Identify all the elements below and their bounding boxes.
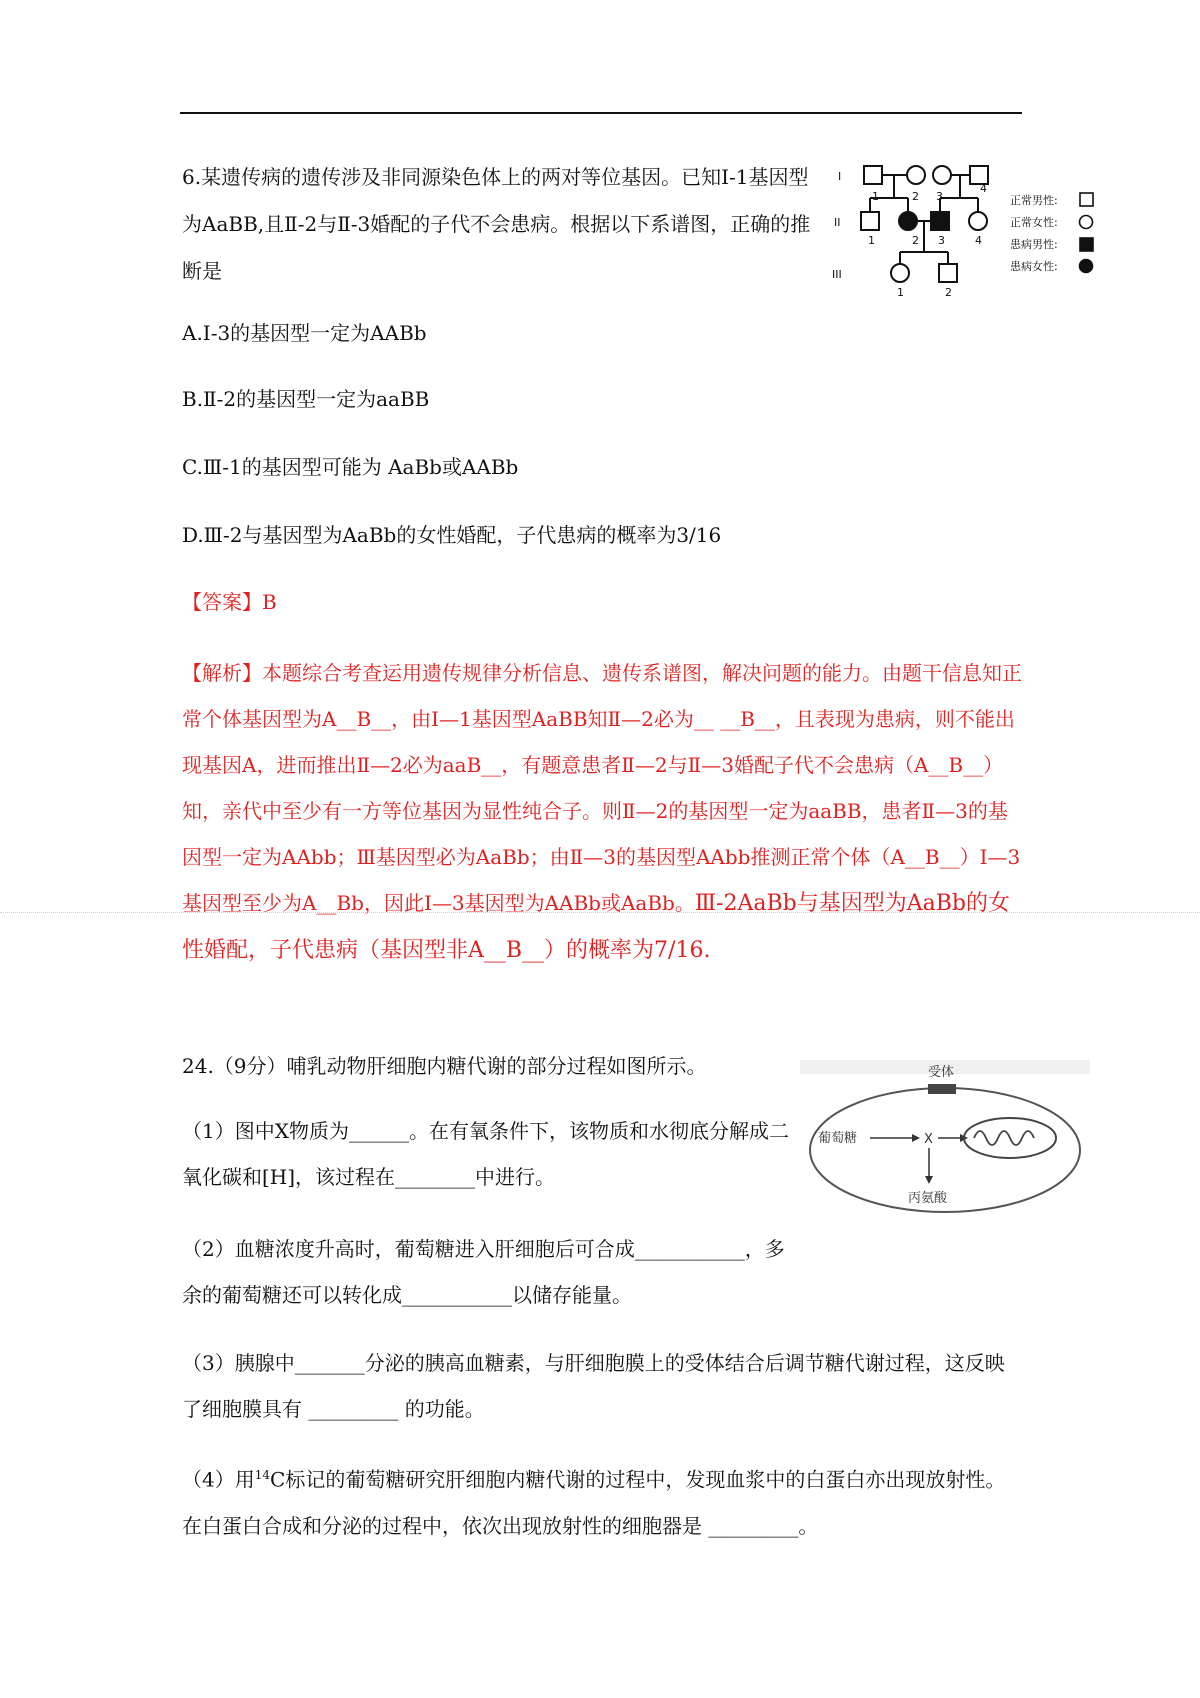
liver-cell-diagram bbox=[800, 1050, 1090, 1220]
svg-text:1: 1 bbox=[897, 286, 904, 299]
option-d: D.Ⅲ-2与基因型为AaBb的女性婚配，子代患病的概率为3/16 bbox=[182, 523, 722, 547]
gen-label-II: II bbox=[834, 216, 841, 229]
legend-affected-female: 患病女性: bbox=[1010, 260, 1058, 273]
gen-label-III: III bbox=[832, 268, 842, 281]
pedigree-III-2 bbox=[939, 264, 957, 282]
q24-part-4: （4）用$^{14}$C标记的葡萄糖研究肝细胞内糖代谢的过程中，发现血浆中的白蛋白亦出现放射性。在白蛋白合成和分泌的过程中，依次出现放射性的细胞器是 _________。 bbox=[182, 1467, 1006, 1538]
option-a: A.Ⅰ-3的基因型一定为AABb bbox=[182, 321, 427, 345]
svg-text:2: 2 bbox=[912, 234, 919, 247]
pedigree-III-1 bbox=[891, 264, 909, 282]
svg-text:1: 1 bbox=[872, 190, 879, 203]
svg-text:3: 3 bbox=[938, 234, 945, 247]
legend-normal-male: 正常男性: bbox=[1010, 194, 1058, 207]
option-b: B.Ⅱ-2的基因型一定为aaBB bbox=[182, 387, 430, 411]
option-c: C.Ⅲ-1的基因型可能为 AaBb或AABb bbox=[182, 455, 519, 479]
alanine-label: 丙氨酸 bbox=[908, 1191, 948, 1206]
svg-text:1: 1 bbox=[868, 234, 875, 247]
svg-text:2: 2 bbox=[945, 286, 952, 299]
question-24-title: 24.（9分）哺乳动物肝细胞内糖代谢的部分过程如图所示。 bbox=[182, 1054, 707, 1078]
pedigree-II-2 bbox=[899, 212, 917, 230]
svg-text:2: 2 bbox=[912, 190, 919, 203]
pedigree-diagram bbox=[828, 160, 1108, 320]
header-rule bbox=[180, 112, 1022, 114]
question-6-stem: 6.某遗传病的遗传涉及非同源染色体上的两对等位基因。已知Ⅰ-1基因型为AaBB,且Ⅱ-2与Ⅱ-3婚配的子代不会患病。根据以下系谱图，正确的推断是 bbox=[182, 165, 811, 283]
pedigree-I-3 bbox=[933, 166, 951, 184]
pedigree-II-3 bbox=[931, 212, 949, 230]
svg-text:4: 4 bbox=[980, 182, 987, 195]
gen-label-I: I bbox=[838, 170, 842, 183]
pedigree-II-4 bbox=[969, 212, 987, 230]
q24-part-2: （2）血糖浓度升高时，葡萄糖进入肝细胞后可合成___________，多余的葡萄糖还可以转化成___________以储存能量。 bbox=[182, 1237, 785, 1307]
legend-normal-female: 正常女性: bbox=[1010, 216, 1058, 229]
analysis-main: 【解析】本题综合考查运用遗传规律分析信息、遗传系谱图，解决问题的能力。由题干信息知正常个体基因型为A__B__，由Ⅰ—1基因型AaBB知Ⅱ—2必为__ __B__，且表现为患病，则不能出现基因A，进而推出Ⅱ—2必为aaB__，有题意患者Ⅱ—2与Ⅱ—3婚配子代不会患病（A__B__）知，亲代中至少有一方等位基因为显性纯合子。则Ⅱ—2的基因型一定为aaBB，患者Ⅱ—3的基因型一定为AAbb；Ⅲ基因型必为AaBb；由Ⅱ—3的基因型AAbb推测正常个体（A__B__）Ⅰ—3基因型至少为A__Bb，因此Ⅰ—3基因型为AABb或AaBb。 bbox=[182, 661, 1022, 915]
q24-part-1: （1）图中X物质为______。在有氧条件下，该物质和水彻底分解成二氧化碳和[H]，该过程在________中进行。 bbox=[182, 1119, 789, 1189]
x-label: X bbox=[924, 1132, 933, 1147]
svg-text:3: 3 bbox=[936, 190, 943, 203]
pedigree-II-1 bbox=[861, 212, 879, 230]
analysis-tail: Ⅲ-2AaBb与基因型为AaBb的女性婚配，子代患病（基因型非A__B__）的概率为7/16. bbox=[182, 891, 1010, 963]
legend-affected-male: 患病男性: bbox=[1010, 238, 1058, 251]
pedigree-I-1 bbox=[864, 166, 882, 184]
pedigree-I-2 bbox=[907, 166, 925, 184]
answer: 【答案】B bbox=[182, 590, 277, 614]
analysis bbox=[182, 650, 1022, 974]
receptor-label: 受体 bbox=[928, 1065, 955, 1080]
receptor-box bbox=[928, 1084, 956, 1094]
svg-text:4: 4 bbox=[975, 234, 982, 247]
q24-part-3: （3）胰腺中_______分泌的胰高血糖素，与肝细胞膜上的受体结合后调节糖代谢过程，这反映了细胞膜具有 _________ 的功能。 bbox=[182, 1351, 1005, 1421]
glucose-label: 葡萄糖 bbox=[818, 1131, 858, 1146]
